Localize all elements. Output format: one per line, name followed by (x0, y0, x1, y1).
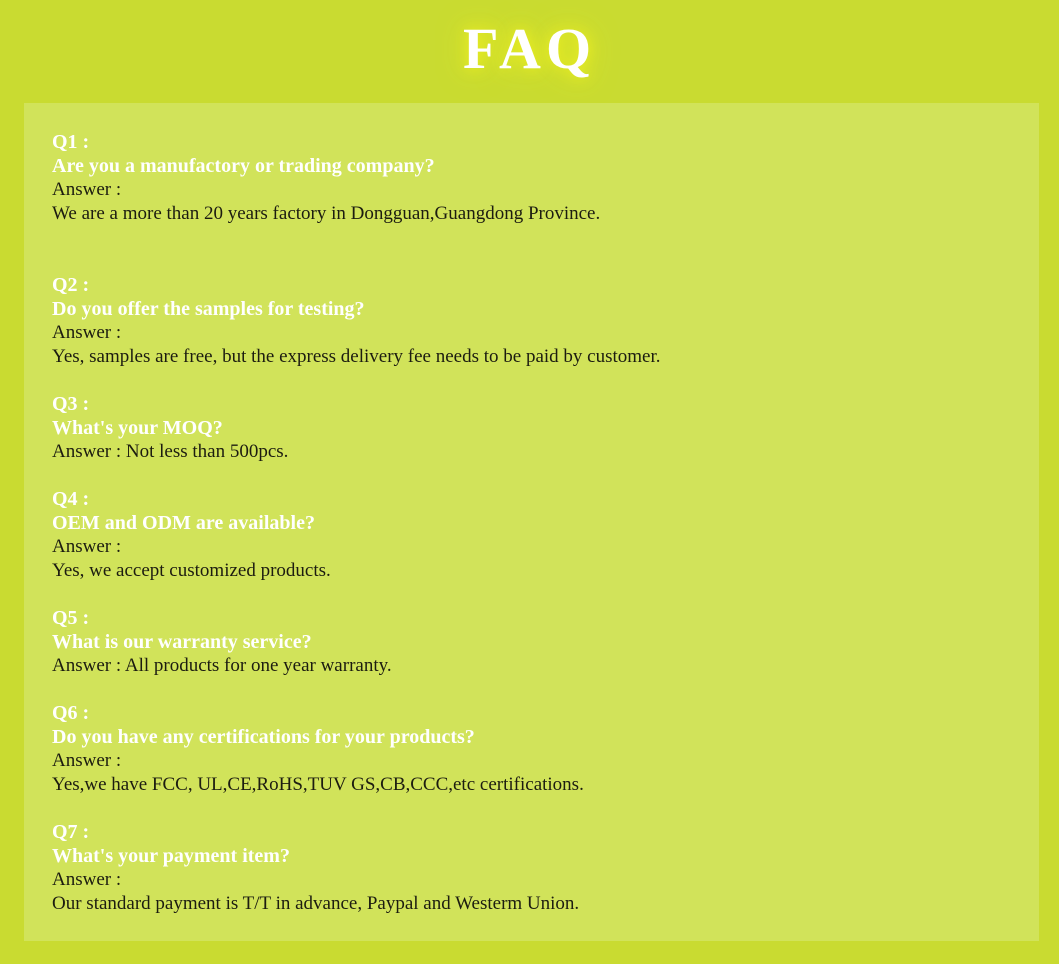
question-label: Q4 : (52, 488, 90, 510)
answer-label: Answer : (52, 322, 122, 343)
answer-label: Answer : (52, 441, 122, 462)
answer-label: Answer : (52, 655, 122, 676)
faq-item-1 (52, 130, 1011, 226)
question-label: Q3 : (52, 393, 90, 415)
answer-text: Our standard payment is T/T in advance, Paypal and Westerm Union. (52, 893, 580, 914)
question-text: Do you have any certifications for your products? (52, 726, 475, 748)
question-text: What's your MOQ? (52, 417, 223, 439)
answer-text: We are a more than 20 years factory in Dongguan,Guangdong Province. (52, 203, 601, 224)
faq-item-3 (52, 392, 1011, 464)
question-text: Do you offer the samples for testing? (52, 298, 365, 320)
answer-label: Answer : (52, 750, 122, 771)
question-label: Q7 : (52, 821, 90, 843)
page-title: FAQ (462, 16, 597, 81)
question-label: Q5 : (52, 607, 90, 629)
answer-text: Yes, samples are free, but the express delivery fee needs to be paid by customer. (52, 346, 661, 367)
answer-text: Yes,we have FCC, UL,CE,RoHS,TUV GS,CB,CCC,etc certifications. (52, 774, 584, 795)
question-text: OEM and ODM are available? (52, 512, 315, 534)
faq-item-7 (52, 820, 1011, 916)
answer-text: All products for one year warranty. (124, 655, 392, 676)
question-label: Q1 : (52, 131, 90, 153)
faq-item-5 (52, 606, 1011, 678)
question-label: Q6 : (52, 702, 90, 724)
answer-label: Answer : (52, 179, 122, 200)
faq-item-4 (52, 487, 1011, 583)
answer-text: Not less than 500pcs. (125, 441, 289, 462)
answer-label: Answer : (52, 536, 122, 557)
answer-text: Yes, we accept customized products. (52, 560, 331, 581)
faq-item-6 (52, 701, 1011, 797)
question-label: Q2 : (52, 274, 90, 296)
question-text: What's your payment item? (52, 845, 290, 867)
faq-panel (24, 103, 1039, 941)
answer-label: Answer : (52, 869, 122, 890)
question-text: What is our warranty service? (52, 631, 312, 653)
faq-item-2 (52, 273, 1011, 369)
question-text: Are you a manufactory or trading company? (52, 155, 435, 177)
